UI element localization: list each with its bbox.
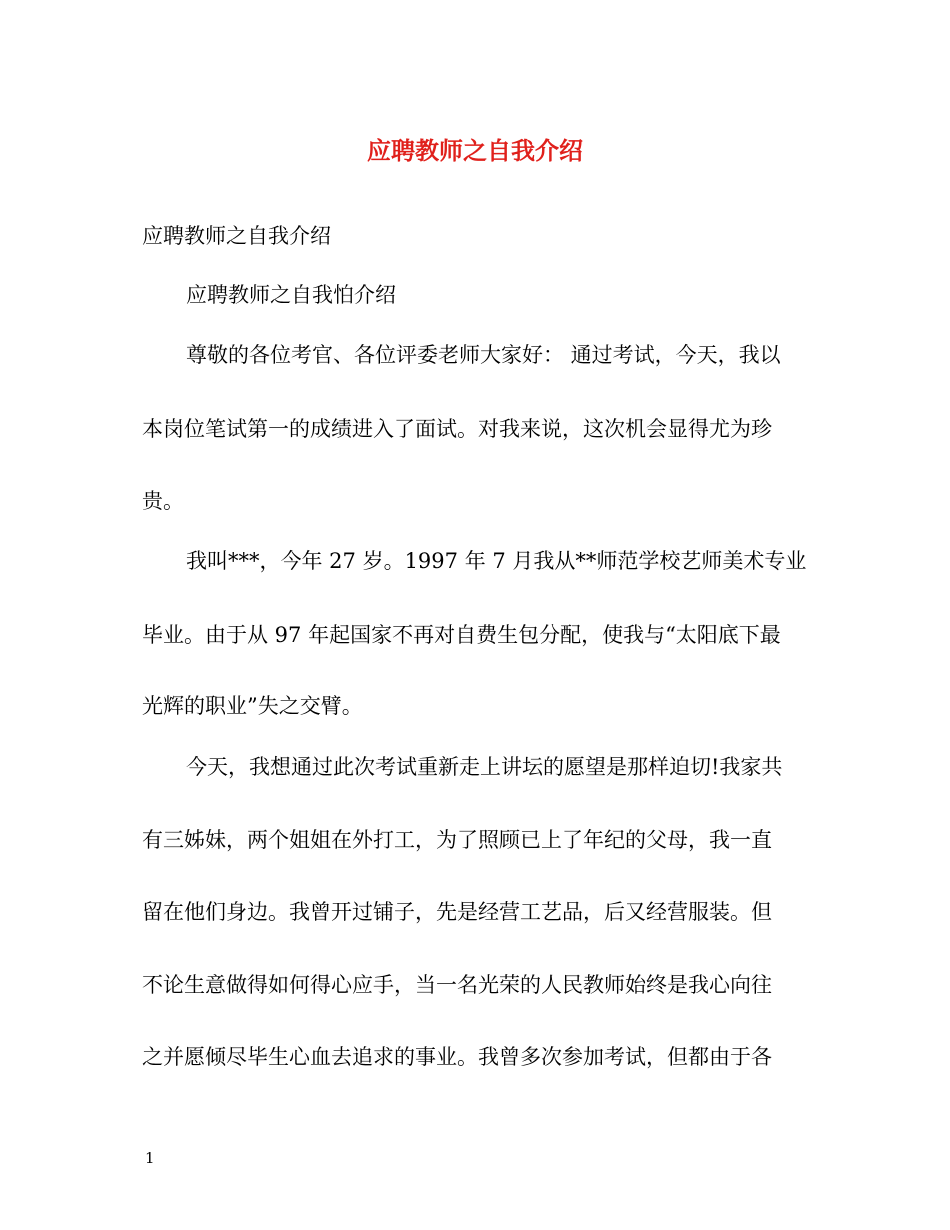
paragraph-3-line-5: 之并愿倾尽毕生心血去追求的事业。我曾多次参加考试，但都由于各 [142, 1045, 772, 1069]
sub-heading-line: 应聘教师之自我怕介绍 [186, 283, 396, 307]
paragraph-2-line-2: 毕业。由于从 97 年起国家不再对自费生包分配，使我与“太阳底下最 [142, 623, 781, 647]
paragraph-3-line-3: 留在他们身边。我曾开过铺子，先是经营工艺品，后又经营服装。但 [142, 900, 772, 924]
paragraph-2-line-1: 我叫***，今年 27 岁。1997 年 7 月我从**师范学校艺师美术专业 [186, 549, 807, 573]
paragraph-1-line-1: 尊敬的各位考官、各位评委老师大家好： 通过考试，今天，我以 [186, 343, 781, 367]
paragraph-1-line-3: 贵。 [142, 489, 184, 513]
paragraph-1-line-2: 本岗位笔试第一的成绩进入了面试。对我来说，这次机会显得尤为珍 [142, 417, 772, 441]
paragraph-3-line-4: 不论生意做得如何得心应手，当一名光荣的人民教师始终是我心向往 [142, 973, 772, 997]
page-number: 1 [145, 1149, 155, 1167]
paragraph-2-line-3: 光辉的职业”失之交臂。 [142, 694, 363, 718]
paragraph-3-line-1: 今天，我想通过此次考试重新走上讲坛的愿望是那样迫切!我家共 [186, 755, 783, 779]
document-title: 应聘教师之自我介绍 [367, 136, 583, 165]
paragraph-3-line-2: 有三姊妹，两个姐姐在外打工，为了照顾已上了年纪的父母，我一直 [142, 828, 772, 852]
subtitle-line: 应聘教师之自我介绍 [142, 224, 331, 248]
